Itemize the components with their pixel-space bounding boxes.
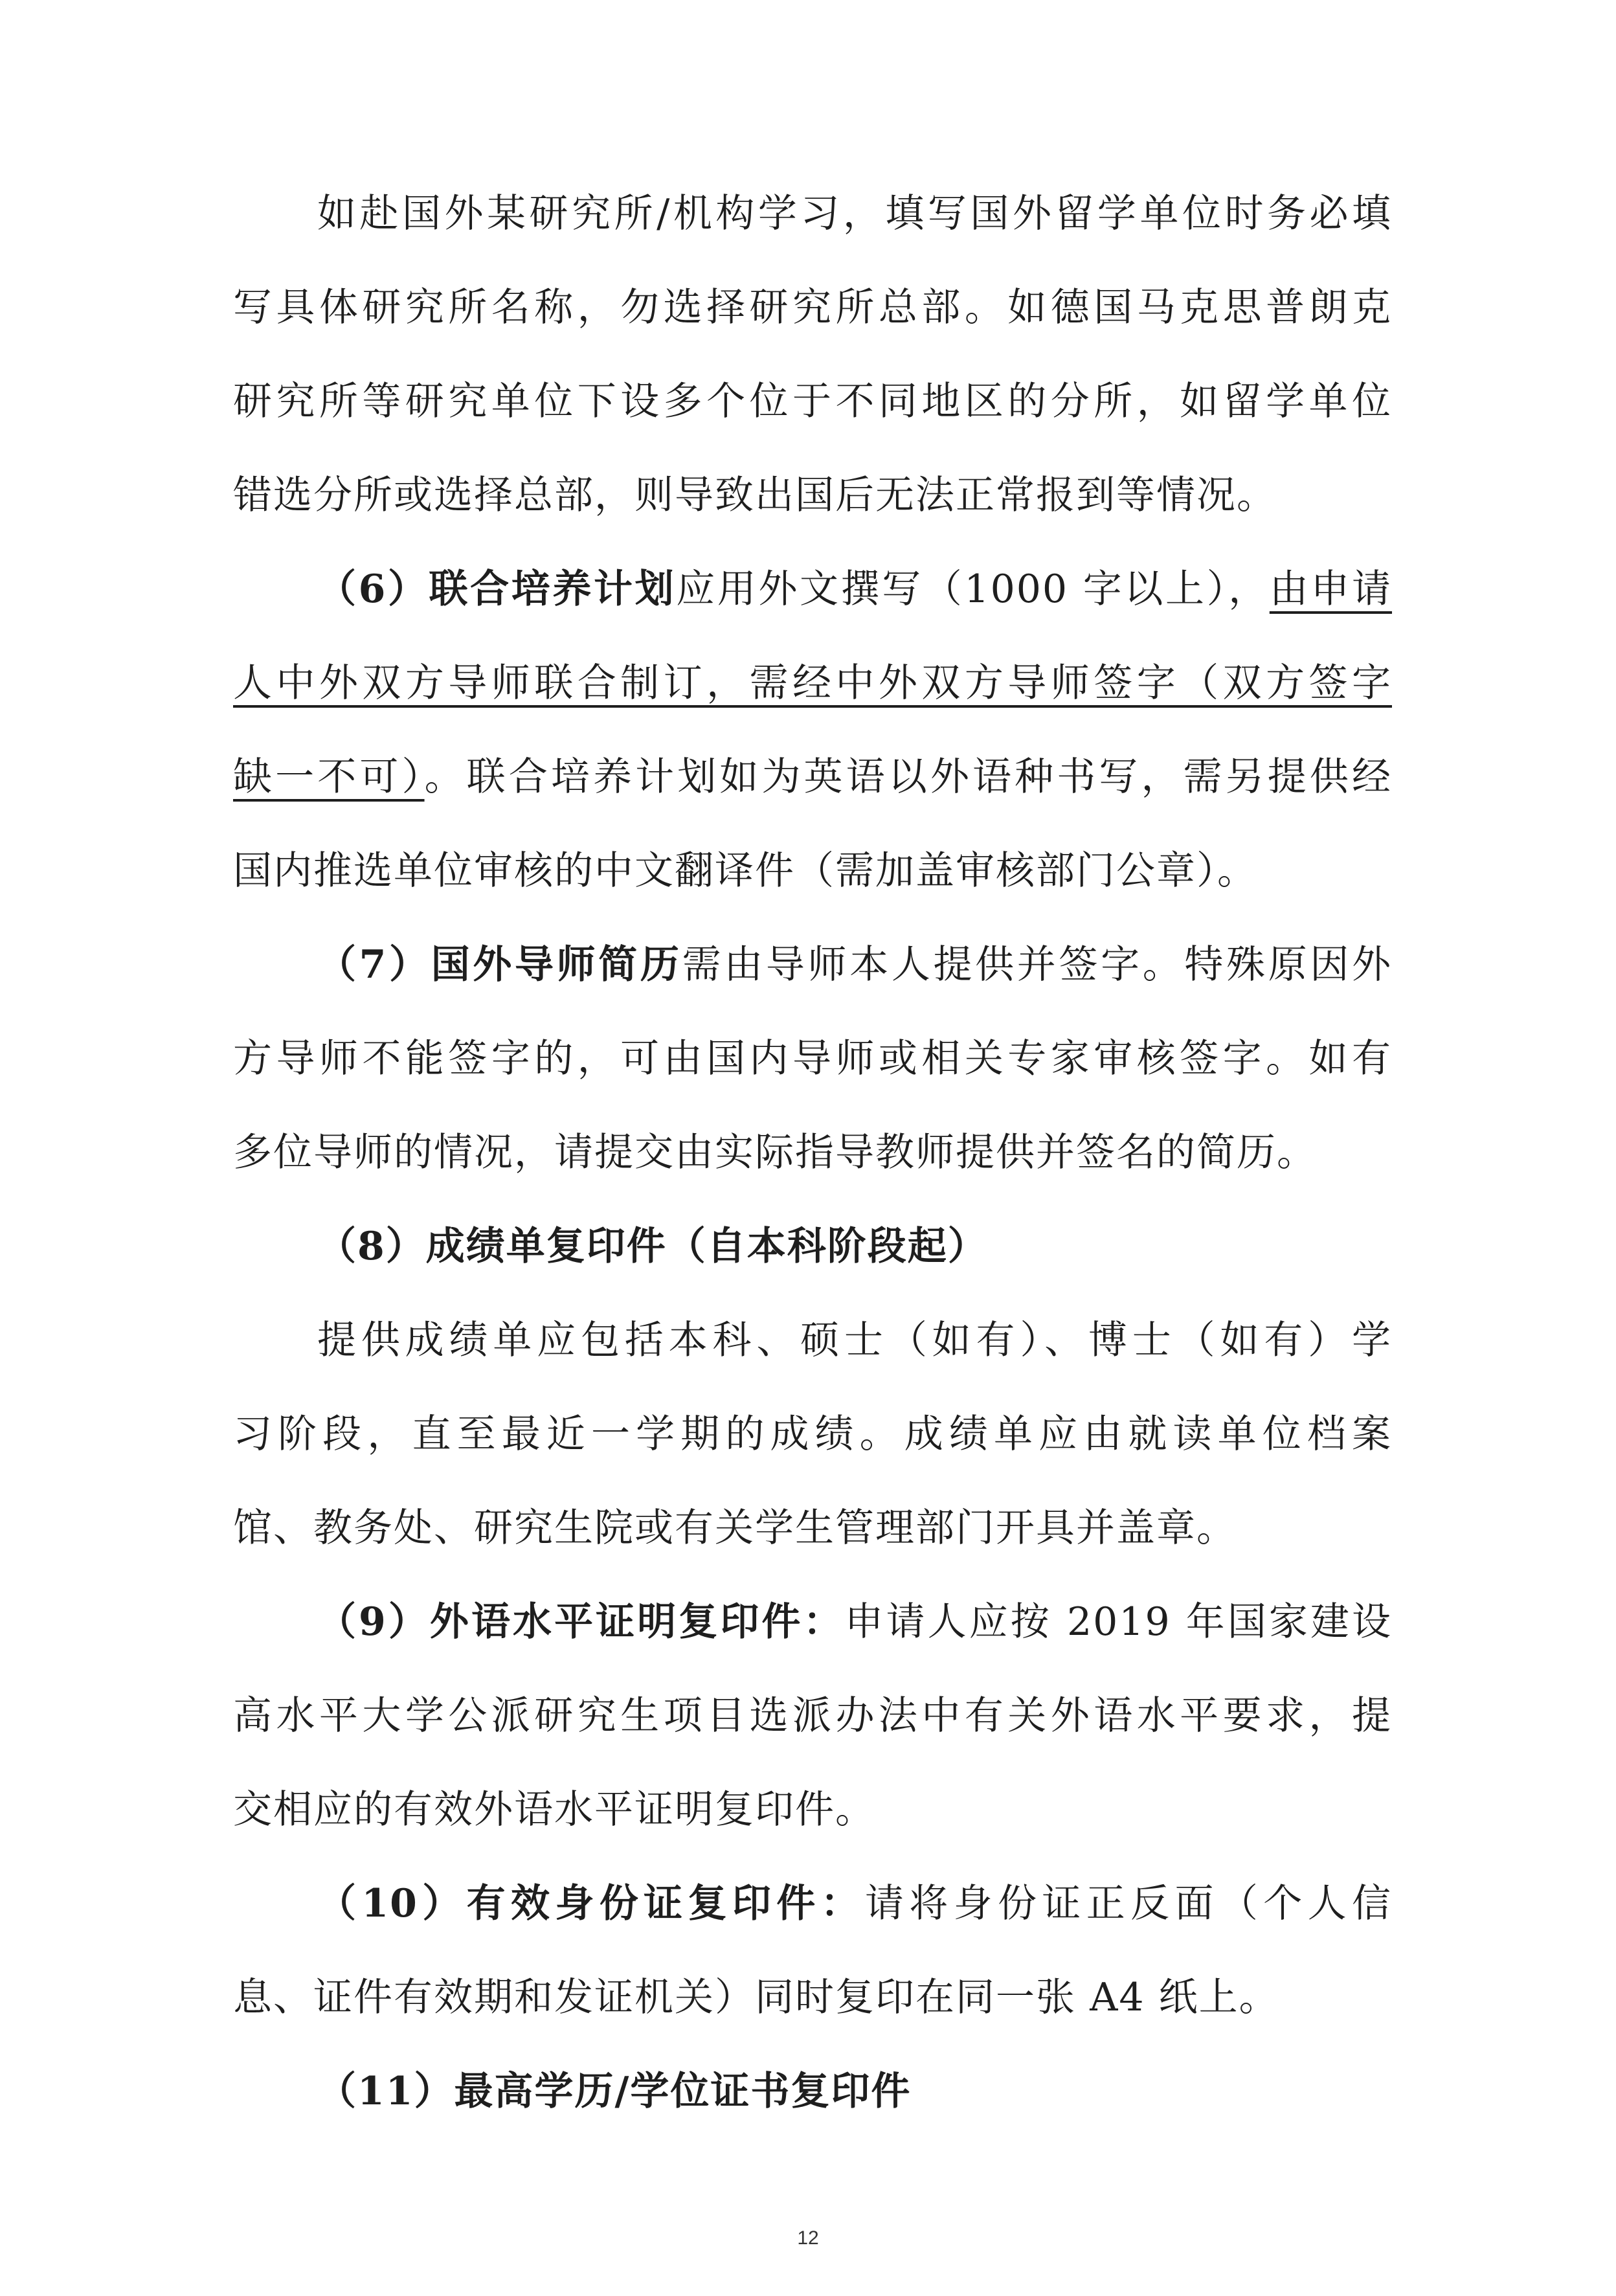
item-7-line-2	[233, 1010, 1392, 1107]
text-span: 息、证件有效期和发证机关）同时复印在同一张 A4 纸上。	[233, 1975, 1279, 2020]
item-6-line-3	[233, 728, 1392, 826]
text-span: （11）最高学历/学位证书复印件	[317, 2069, 912, 2114]
paragraph-institute-line-1	[317, 165, 1392, 262]
text-span: 国内推选单位审核的中文翻译件（需加盖审核部门公章）。	[233, 848, 1257, 894]
item-7-heading: （7）国外导师简历	[317, 942, 682, 987]
item-9-heading: （9）外语水平证明复印件：	[317, 1599, 845, 1645]
text-span: 方导师不能签字的，可由国内导师或相关专家审核签字。如有	[233, 1036, 1392, 1081]
text-span: 提供成绩单应包括本科、硕士（如有）、博士（如有）学	[317, 1318, 1392, 1363]
item-8-heading	[317, 1198, 1392, 1295]
text-span: 如赴国外某研究所/机构学习，填写国外留学单位时务必填	[317, 191, 1392, 236]
text-span: 馆、教务处、研究生院或有关学生管理部门开具并盖章。	[233, 1505, 1237, 1551]
item-8-line-1	[317, 1292, 1392, 1389]
item-6-line-4	[233, 822, 1392, 919]
text-span: 高水平大学公派研究生项目选派办法中有关外语水平要求，提	[233, 1693, 1392, 1739]
item-10-heading: （10）有效身份证复印件：	[317, 1881, 865, 1926]
item-6-line-2	[233, 635, 1392, 732]
item-11-heading	[317, 2043, 1392, 2140]
paragraph-institute-line-4	[233, 447, 1392, 544]
text-span: 多位导师的情况，请提交由实际指导教师提供并签名的简历。	[233, 1130, 1317, 1175]
item-10-line-1	[317, 1855, 1392, 1952]
item-7-line-1	[317, 916, 1392, 1013]
item-6-underlined-text: 由申请	[1269, 567, 1393, 612]
page-number: 12	[797, 2227, 819, 2249]
item-9-text: 申请人应按 2019 年国家建设	[844, 1599, 1392, 1645]
text-span: 写具体研究所名称，勿选择研究所总部。如德国马克思普朗克	[233, 285, 1392, 330]
item-6-heading: （6）联合培养计划	[317, 567, 677, 612]
item-8-line-3	[233, 1480, 1392, 1577]
item-7-line-3	[233, 1104, 1392, 1201]
item-9-line-1	[317, 1573, 1392, 1671]
item-10-line-2	[233, 1949, 1392, 2046]
item-6-underlined-text: 人中外双方导师联合制订，需经中外双方导师签字（双方签字	[233, 660, 1392, 706]
item-8-line-2	[233, 1386, 1392, 1483]
text-span: 错选分所或选择总部，则导致出国后无法正常报到等情况。	[233, 473, 1277, 518]
item-9-line-3	[233, 1761, 1392, 1858]
item-6-line-1	[317, 541, 1392, 638]
text-span: 习阶段，直至最近一学期的成绩。成绩单应由就读单位档案	[233, 1412, 1392, 1457]
text-span: 交相应的有效外语水平证明复印件。	[233, 1787, 875, 1832]
text-span: 研究所等研究单位下设多个位于不同地区的分所，如留学单位	[233, 379, 1392, 424]
item-9-line-2	[233, 1667, 1392, 1764]
item-10-text: 请将身份证正反面（个人信	[864, 1881, 1393, 1926]
item-6-text: 应用外文撰写（1000 字以上），	[676, 567, 1270, 612]
item-7-text: 需由导师本人提供并签字。特殊原因外	[682, 942, 1393, 987]
item-6-text: 。联合培养计划如为英语以外语种书写，需另提供经	[424, 754, 1393, 800]
paragraph-institute-line-3	[233, 353, 1392, 450]
text-span: （8）成绩单复印件（自本科阶段起）	[317, 1224, 988, 1269]
paragraph-institute-line-2	[233, 259, 1392, 356]
item-6-underlined-text: 缺一不可）	[233, 754, 425, 800]
